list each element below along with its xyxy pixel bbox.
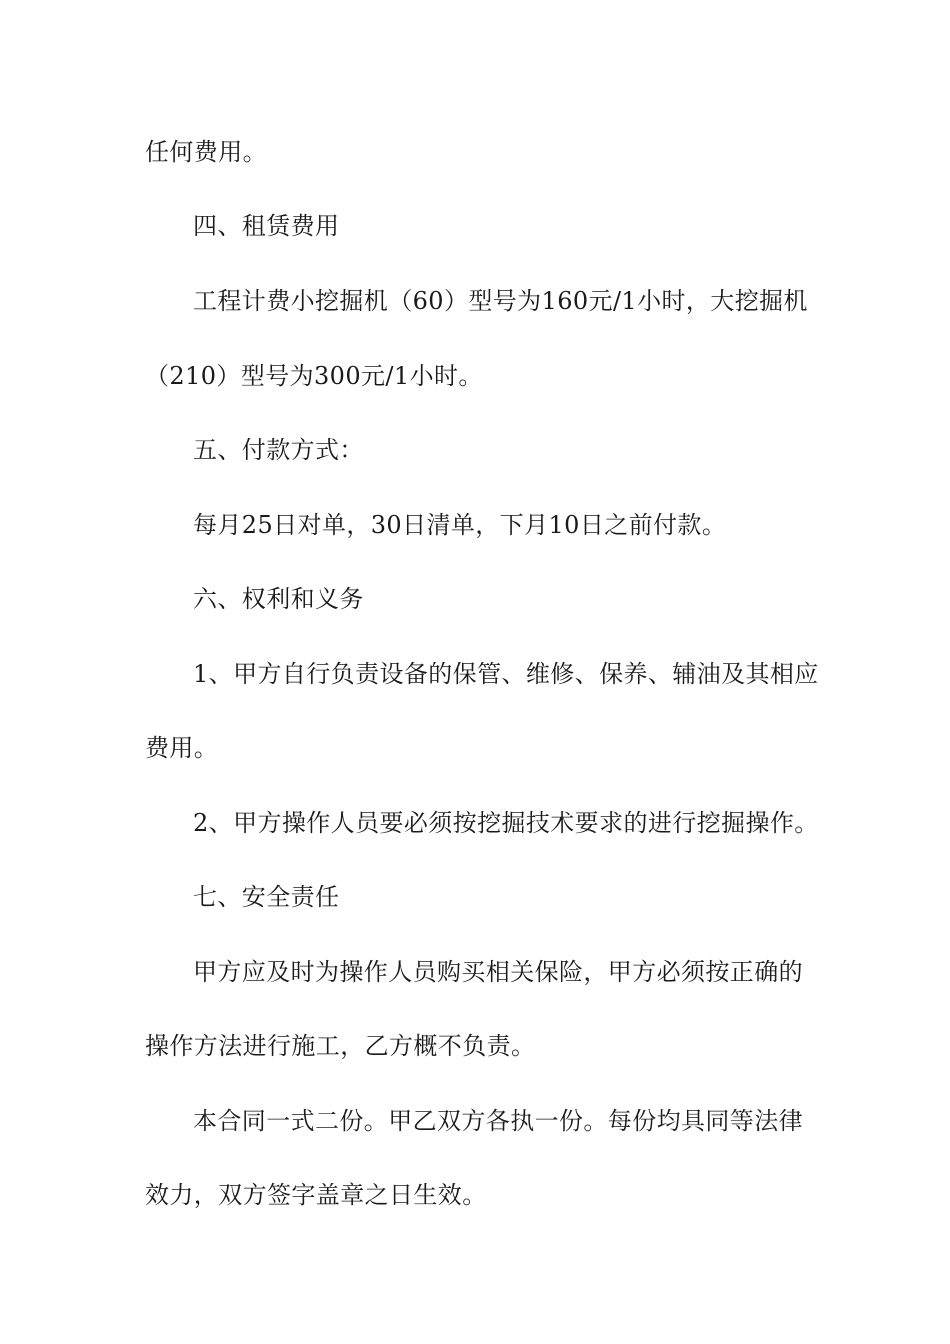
- section-heading-safety-responsibility: 七、安全责任: [193, 883, 340, 911]
- section-heading-payment-method: 五、付款方式：: [193, 436, 364, 464]
- paragraph-line: 2、甲方操作人员要必须按挖掘技术要求的进行挖掘操作。: [193, 809, 819, 837]
- section-heading-rental-fees: 四、租赁费用: [193, 212, 340, 240]
- paragraph-line: （210）型号为300元/1小时。: [145, 362, 483, 390]
- paragraph-line: 1、甲方自行负责设备的保管、维修、保养、辅油及其相应: [193, 660, 819, 688]
- paragraph-line: 操作方法进行施工，乙方概不负责。: [145, 1032, 536, 1060]
- paragraph-line: 工程计费小挖掘机（60）型号为160元/1小时，大挖掘机: [193, 287, 808, 315]
- paragraph-line: 任何费用。: [145, 138, 267, 166]
- paragraph-line: 效力，双方签字盖章之日生效。: [145, 1181, 487, 1209]
- paragraph-line: 每月25日对单，30日清单，下月10日之前付款。: [193, 511, 727, 539]
- paragraph-line: 本合同一式二份。甲乙双方各执一份。每份均具同等法律: [193, 1107, 803, 1135]
- paragraph-line: 甲方应及时为操作人员购买相关保险，甲方必须按正确的: [193, 958, 803, 986]
- section-heading-rights-obligations: 六、权利和义务: [193, 585, 364, 613]
- paragraph-line: 费用。: [145, 734, 219, 762]
